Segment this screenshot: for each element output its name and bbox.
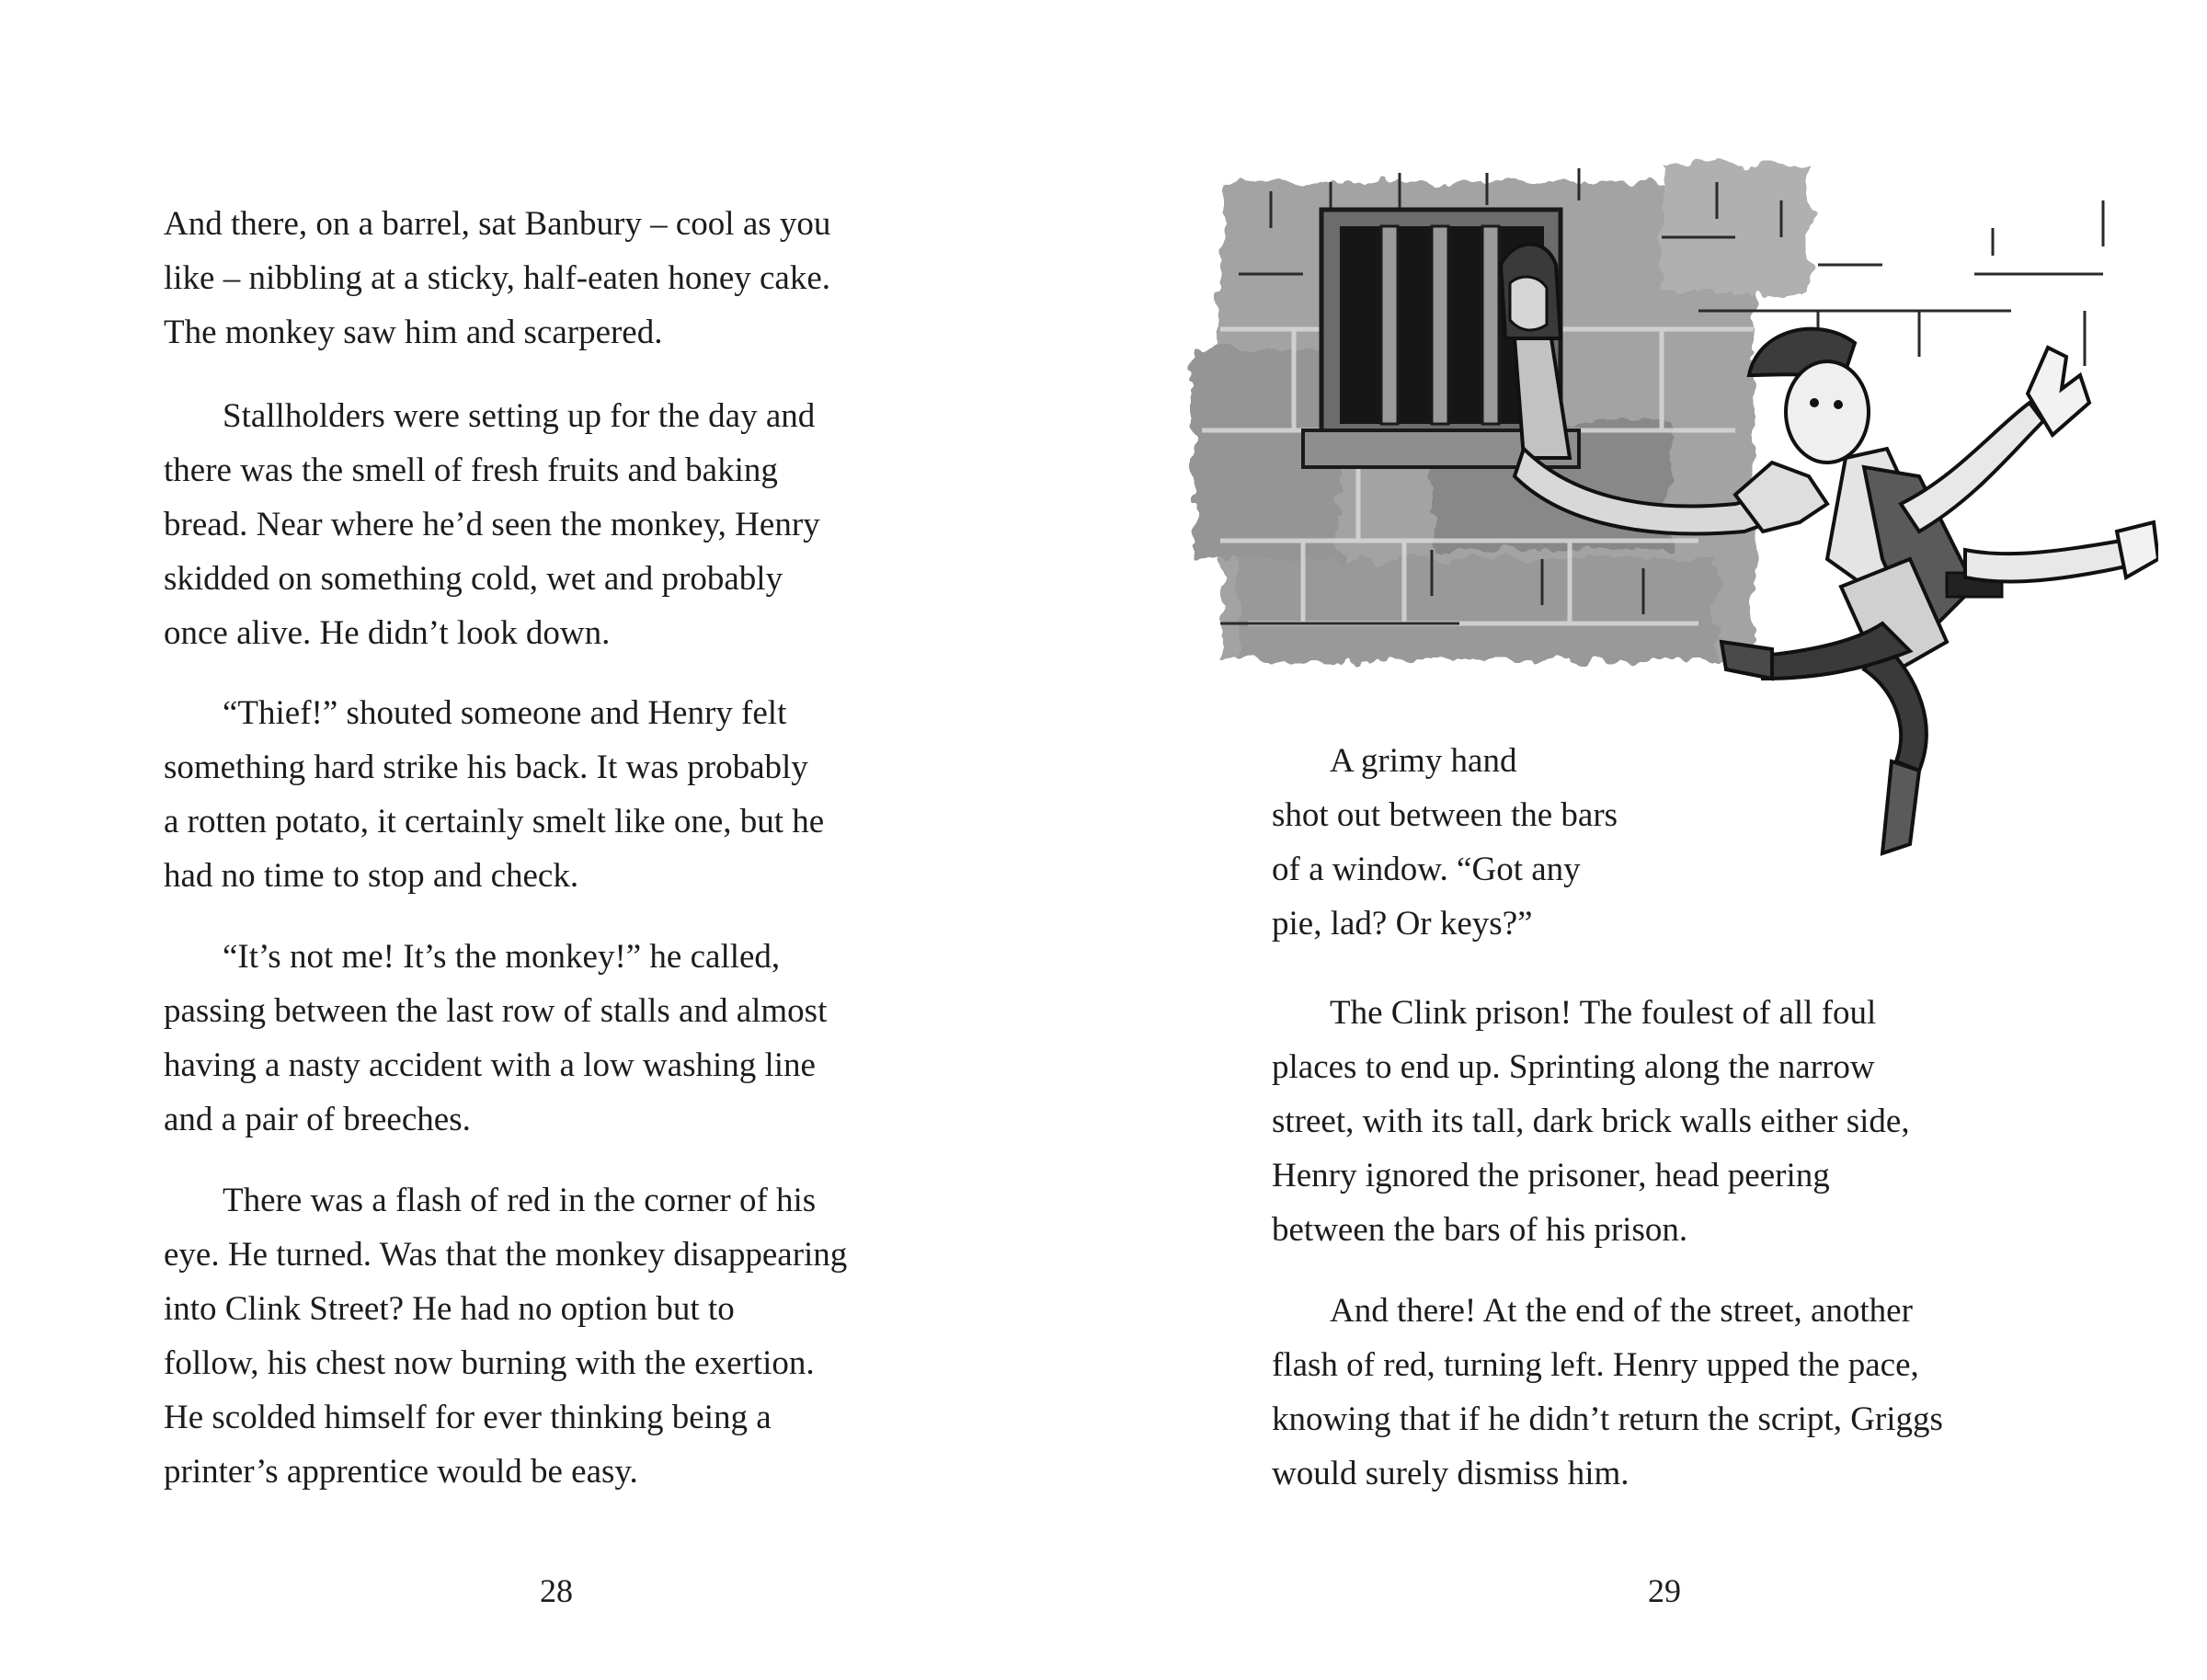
- text-line: skidded on something cold, wet and probably: [164, 560, 783, 598]
- text-line: There was a flash of red in the corner of his: [223, 1182, 817, 1219]
- paragraph-4: [164, 930, 827, 1147]
- text-line: printer’s apprentice would be easy.: [164, 1453, 638, 1491]
- henry-running: [1721, 329, 2158, 853]
- text-line: passing between the last row of stalls and almost: [164, 992, 828, 1030]
- text-line: having a nasty accident with a low washing line: [164, 1046, 816, 1084]
- text-line: And there! At the end of the street, another: [1330, 1292, 1913, 1330]
- caption-line: shot out between the bars: [1272, 796, 1618, 834]
- text-line: He scolded himself for ever thinking being a: [164, 1399, 772, 1436]
- illustration-caption: [1272, 734, 1618, 951]
- text-line: there was the smell of fresh fruits and baking: [164, 451, 778, 489]
- text-line: street, with its tall, dark brick walls either side,: [1272, 1103, 1910, 1140]
- paragraph-7: [1272, 1284, 1943, 1501]
- caption-line: of a window. “Got any: [1272, 851, 1581, 888]
- text-line: “Thief!” shouted someone and Henry felt: [223, 694, 787, 732]
- paragraph-1: [164, 197, 830, 360]
- text-line: like – nibbling at a sticky, half-eaten honey cake.: [164, 259, 831, 297]
- text-line: The monkey saw him and scarpered.: [164, 314, 663, 351]
- paragraph-2: [164, 389, 820, 660]
- caption-line: pie, lad? Or keys?”: [1272, 905, 1533, 943]
- text-line: a rotten potato, it certainly smelt like one, but he: [164, 803, 825, 840]
- text-line: Stallholders were setting up for the day and: [223, 397, 816, 435]
- page-number: 28: [540, 1572, 573, 1609]
- text-line: and a pair of breeches.: [164, 1101, 471, 1138]
- right-page: [1104, 0, 2207, 1680]
- text-line: “It’s not me! It’s the monkey!” he called,: [223, 938, 781, 976]
- text-line: eye. He turned. Was that the monkey disappearing: [164, 1236, 848, 1274]
- text-line: bread. Near where he’d seen the monkey, Henry: [164, 506, 820, 543]
- text-line: And there, on a barrel, sat Banbury – cool as you: [164, 205, 831, 243]
- text-line: something hard strike his back. It was probably: [164, 749, 808, 786]
- text-line: flash of red, turning left. Henry upped the pace,: [1272, 1346, 1919, 1384]
- text-line: between the bars of his prison.: [1272, 1211, 1688, 1249]
- paragraph-5: [164, 1173, 847, 1499]
- text-line: The Clink prison! The foulest of all foul: [1330, 994, 1877, 1032]
- text-line: Henry ignored the prisoner, head peering: [1272, 1157, 1830, 1194]
- text-line: would surely dismiss him.: [1272, 1455, 1630, 1492]
- text-line: places to end up. Sprinting along the narrow: [1272, 1048, 1875, 1086]
- text-line: into Clink Street? He had no option but to: [164, 1290, 735, 1328]
- text-line: had no time to stop and check.: [164, 857, 579, 895]
- text-line: follow, his chest now burning with the exertion.: [164, 1344, 815, 1382]
- page-number: 29: [1648, 1572, 1681, 1609]
- caption-line: A grimy hand: [1330, 742, 1517, 780]
- text-line: once alive. He didn’t look down.: [164, 614, 611, 652]
- text-line: knowing that if he didn’t return the script, Griggs: [1272, 1400, 1943, 1438]
- paragraph-3: [164, 686, 824, 903]
- paragraph-6: [1272, 986, 1910, 1257]
